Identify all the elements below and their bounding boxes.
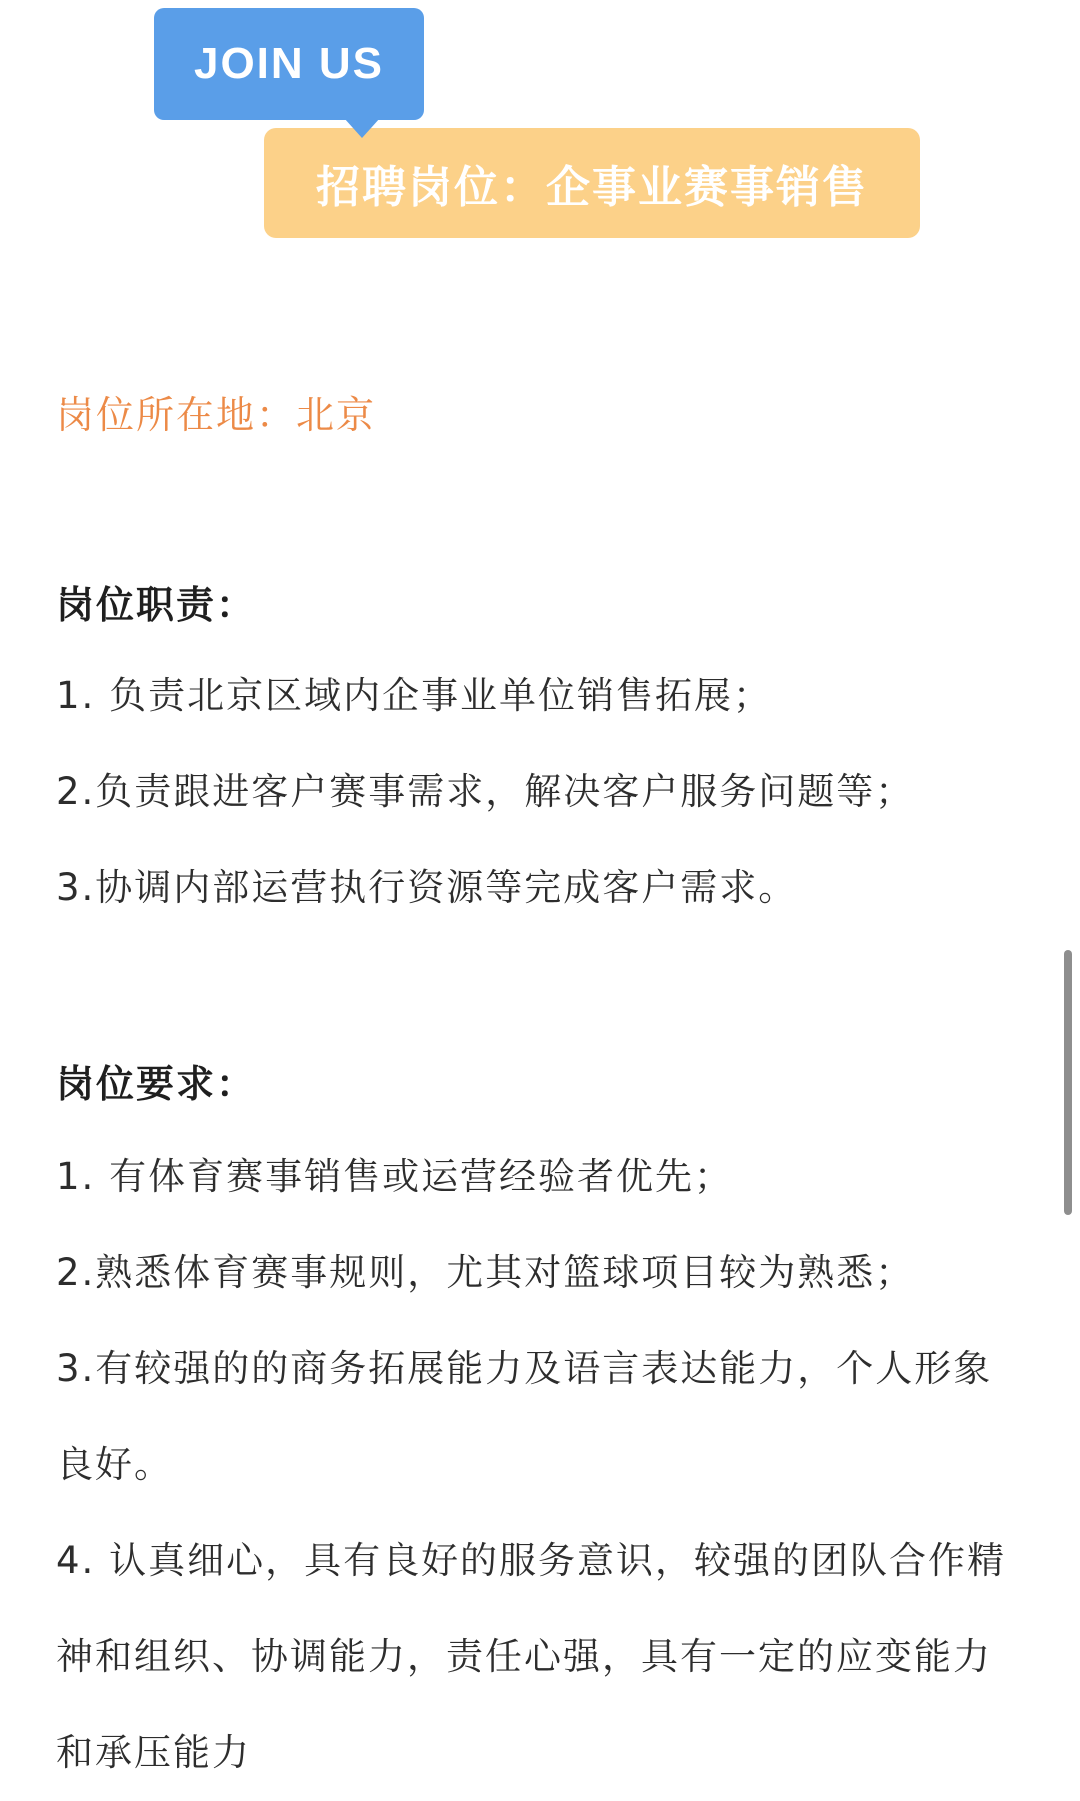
requirement-item-2: 2.熟悉体育赛事规则，尤其对篮球项目较为熟悉； bbox=[56, 1251, 915, 1294]
position-title-banner bbox=[264, 128, 920, 238]
join-us-label: JOIN US bbox=[193, 39, 385, 88]
job-location: 岗位所在地：北京 bbox=[56, 393, 377, 437]
position-title: 招聘岗位：企事业赛事销售 bbox=[316, 162, 868, 213]
requirements-heading: 岗位要求： bbox=[56, 1062, 257, 1106]
requirement-item-3: 3.有较强的的商务拓展能力及语言表达能力，个人形象良好。 bbox=[56, 1347, 993, 1486]
duty-item-1: 1. 负责北京区域内企事业单位销售拓展； bbox=[56, 674, 773, 717]
join-us-badge bbox=[154, 8, 424, 120]
vertical-scrollbar[interactable] bbox=[1064, 950, 1072, 1215]
requirement-item-4: 4. 认真细心，具有良好的服务意识，较强的团队合作精神和组织、协调能力，责任心强，具有一定的应变能力和承压能力 bbox=[56, 1539, 1007, 1774]
duties-heading: 岗位职责： bbox=[56, 583, 257, 627]
requirement-item-1: 1. 有体育赛事销售或运营经验者优先； bbox=[56, 1155, 734, 1198]
speech-pointer-icon bbox=[344, 118, 380, 138]
duty-item-3: 3.协调内部运营执行资源等完成客户需求。 bbox=[56, 866, 798, 909]
duty-item-2: 2.负责跟进客户赛事需求，解决客户服务问题等； bbox=[56, 770, 915, 813]
